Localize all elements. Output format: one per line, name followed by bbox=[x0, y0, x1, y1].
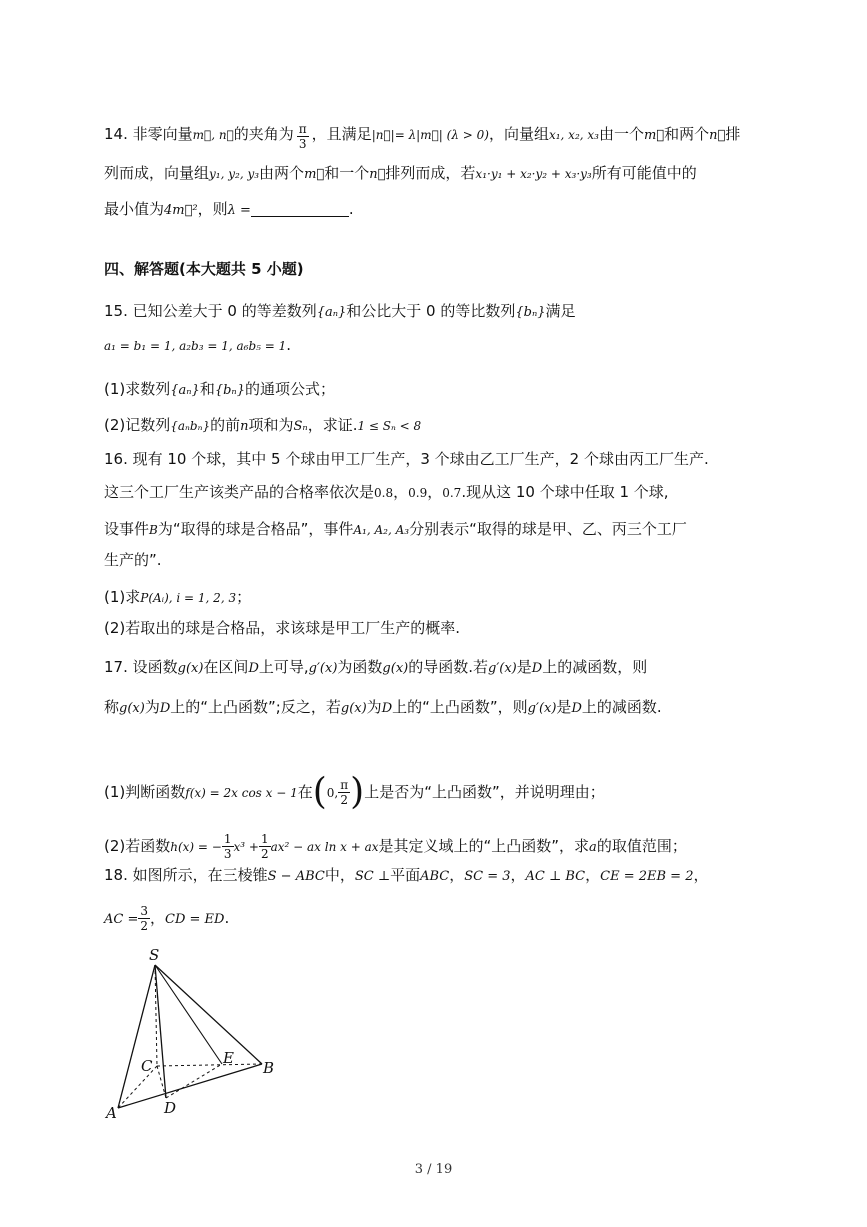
edge-de bbox=[166, 1064, 222, 1098]
q16-part-1 bbox=[104, 586, 251, 609]
section-heading: 四、解答题(本大题共 5 小题) bbox=[104, 260, 304, 278]
edge-se bbox=[155, 965, 222, 1064]
fraction-denominator: 3 bbox=[298, 137, 307, 151]
q15-text: 的通项公式； bbox=[244, 380, 335, 398]
pyramid-figure bbox=[100, 940, 290, 1130]
q15-sequence-a: {aₙ} bbox=[170, 383, 200, 398]
q18-line-1 bbox=[104, 864, 708, 888]
q18-text: ， bbox=[449, 866, 465, 884]
q15-text: ，求证. bbox=[307, 416, 358, 434]
q17-part-2 bbox=[104, 828, 687, 866]
fraction-numerator: π bbox=[298, 122, 307, 136]
q18-text: 中， bbox=[324, 866, 355, 884]
q18-condition: CE = 2EB = 2 bbox=[600, 869, 694, 884]
q14-text: ，则 bbox=[197, 200, 228, 218]
q14-line-3 bbox=[104, 198, 354, 222]
q17-text: 上可导, bbox=[258, 658, 309, 676]
q16-text: (1)求 bbox=[104, 588, 141, 606]
q18-text: ， bbox=[510, 866, 526, 884]
q16-probability-expr: P(Aᵢ), i = 1, 2, 3 bbox=[140, 591, 237, 605]
q17-part-1 bbox=[104, 770, 605, 815]
q17-text: 上是否为“上凸函数”，并说明理由； bbox=[364, 783, 605, 801]
q17-text: 称 bbox=[104, 698, 120, 716]
q18-text: ， bbox=[150, 909, 166, 927]
q16-text: 这三个工厂生产该类产品的合格率依次是 bbox=[104, 483, 375, 501]
q17-text: 上的减函数，则 bbox=[542, 658, 648, 676]
edge-cb bbox=[157, 1064, 262, 1066]
q16-rate-3: 0.7 bbox=[442, 486, 462, 500]
q14-dot-product-sum: x₁·y₁ + x₂·y₂ + x₃·y₃ bbox=[475, 167, 592, 181]
q17-text: 是其定义域上的“上凸函数”，求 bbox=[378, 837, 590, 855]
q14-pi-over-3 bbox=[297, 122, 309, 151]
q17-d: D bbox=[381, 701, 393, 716]
q14-condition: |n⃗|= λ|m⃗| (λ > 0) bbox=[371, 128, 489, 142]
q18-text: ， bbox=[585, 866, 601, 884]
label-a: A bbox=[106, 1104, 117, 1122]
q17-text: 的导函数.若 bbox=[408, 658, 488, 676]
q17-g: g(x) bbox=[340, 701, 367, 716]
q16-rate-1: 0.8 bbox=[374, 486, 394, 500]
q15-text: 和公比大于 0 的等比数列 bbox=[346, 302, 516, 320]
q15-n: n bbox=[240, 419, 249, 434]
q14-text: 所有可能值中的 bbox=[591, 164, 697, 182]
label-d: D bbox=[164, 1099, 177, 1117]
q14-min-value: 4m⃗² bbox=[164, 203, 198, 218]
q15-sequence-a: {aₙ} bbox=[316, 305, 347, 320]
q15-text: 15. 已知公差大于 0 的等差数列 bbox=[104, 302, 317, 320]
q17-g-prime: g′(x) bbox=[488, 661, 517, 676]
q15-text: . bbox=[286, 336, 292, 354]
q16-part-2: (2)若取出的球是合格品，求该球是甲工厂生产的概率. bbox=[104, 619, 461, 637]
q17-text: 在区间 bbox=[203, 658, 249, 676]
fraction-numerator: 1 bbox=[260, 832, 269, 846]
q17-text: 上的“上凸函数”，则 bbox=[392, 698, 528, 716]
q18-text: 18. 如图所示，在三棱锥 bbox=[104, 866, 268, 884]
q15-text: 和 bbox=[199, 380, 215, 398]
q17-g: g(x) bbox=[177, 661, 204, 676]
q17-g: g(x) bbox=[382, 661, 409, 676]
page-number: 3 / 19 bbox=[414, 1162, 453, 1177]
q17-interval-left: 0, bbox=[326, 786, 339, 800]
q17-function-h-part: ax² − ax ln x + ax bbox=[270, 840, 379, 854]
label-e: E bbox=[223, 1049, 234, 1067]
q16-line-1: 16. 现有 10 个球，其中 5 个球由甲工厂生产，3 个球由乙工厂生产，2 个球由丙工厂生产. bbox=[104, 450, 709, 468]
q17-text: 上的减函数. bbox=[581, 698, 662, 716]
q17-pi-over-2 bbox=[338, 778, 350, 807]
q17-text: 上的“上凸函数”;反之，若 bbox=[170, 698, 341, 716]
q17-text: 17. 设函数 bbox=[104, 658, 178, 676]
q17-one-third bbox=[222, 832, 234, 861]
q18-cd-ed: CD = ED bbox=[165, 912, 225, 927]
q17-text: 的取值范围； bbox=[596, 837, 687, 855]
q16-text: 设事件 bbox=[104, 520, 150, 538]
q15-sequence-b: {bₙ} bbox=[515, 305, 546, 320]
q16-text: ； bbox=[236, 588, 252, 606]
q18-condition: SC = 3 bbox=[464, 869, 511, 884]
q15-conditions: a₁ = b₁ = 1, a₂b₃ = 1, a₆b₅ = 1 bbox=[104, 339, 287, 353]
q15-text: 项和为 bbox=[248, 416, 294, 434]
q17-text: (1)判断函数 bbox=[104, 783, 186, 801]
q16-line-2 bbox=[104, 481, 669, 504]
q14-lambda: λ = bbox=[227, 203, 251, 218]
q17-line-1 bbox=[104, 656, 647, 680]
q15-text: 的前 bbox=[210, 416, 241, 434]
q14-text: 和两个 bbox=[664, 125, 710, 143]
edge-sa bbox=[118, 965, 155, 1108]
q14-line-2 bbox=[104, 162, 697, 186]
q17-d: D bbox=[531, 661, 543, 676]
fraction-numerator: 1 bbox=[223, 832, 232, 846]
label-s: S bbox=[149, 946, 160, 964]
q16-text: ， bbox=[393, 483, 409, 501]
fraction-denominator: 2 bbox=[140, 919, 149, 933]
q18-line-2 bbox=[104, 900, 229, 938]
q15-sequence-anbn: {aₙbₙ} bbox=[170, 419, 211, 433]
q18-pyramid: S − ABC bbox=[267, 869, 325, 884]
q15-text: (1)求数列 bbox=[104, 380, 171, 398]
q14-vector-n: n⃗ bbox=[369, 167, 386, 182]
q17-a: a bbox=[589, 840, 597, 855]
q14-text: 由两个 bbox=[259, 164, 305, 182]
q15-sequence-b: {bₙ} bbox=[214, 383, 245, 398]
q18-condition: SC ⊥ bbox=[354, 869, 391, 884]
q17-g-prime: g′(x) bbox=[308, 661, 338, 676]
q15-inequality: 1 ≤ Sₙ < 8 bbox=[357, 419, 422, 433]
q17-g: g(x) bbox=[119, 701, 145, 716]
q18-text: . bbox=[224, 909, 230, 927]
q17-text: 为函数 bbox=[337, 658, 383, 676]
q17-line-2 bbox=[104, 696, 662, 720]
q14-line-1 bbox=[104, 122, 740, 151]
q14-vector-group-y: y₁, y₂, y₃ bbox=[209, 167, 260, 181]
q14-vector-m: m⃗ bbox=[643, 128, 665, 143]
q17-d: D bbox=[159, 701, 171, 716]
q16-event-b: B bbox=[149, 523, 158, 537]
q16-rate-2: 0.9 bbox=[408, 486, 428, 500]
fraction-denominator: 3 bbox=[223, 847, 232, 861]
q16-line-3 bbox=[104, 518, 687, 541]
q17-d: D bbox=[571, 701, 582, 716]
q17-text: 是 bbox=[556, 698, 572, 716]
q17-text: 为 bbox=[366, 698, 382, 716]
q15-part-2 bbox=[104, 414, 421, 438]
q17-function-f: f(x) = 2x cos x − 1 bbox=[185, 786, 298, 800]
q17-text: 为 bbox=[144, 698, 160, 716]
fraction-denominator: 2 bbox=[340, 793, 349, 807]
q17-d: D bbox=[248, 661, 259, 676]
q14-vector-n: n⃗ bbox=[709, 128, 726, 143]
q15-line-2 bbox=[104, 334, 291, 357]
q18-text: ， bbox=[693, 866, 709, 884]
label-c: C bbox=[141, 1057, 153, 1075]
q14-vector-m: m⃗ bbox=[304, 167, 325, 182]
q15-sn: Sₙ bbox=[293, 419, 308, 434]
q17-function-h: h(x) = − bbox=[170, 840, 222, 854]
q15-text: 满足 bbox=[545, 302, 576, 320]
q16-text: 为“取得的球是合格品”，事件 bbox=[157, 520, 354, 538]
fraction-denominator: 2 bbox=[260, 847, 269, 861]
q16-events-a: A₁, A₂, A₃ bbox=[353, 523, 410, 537]
q17-function-h-part: x³ + bbox=[233, 840, 259, 854]
q16-text: .现从这 10 个球中任取 1 个球, bbox=[461, 483, 669, 501]
q18-ac: AC = bbox=[104, 912, 139, 927]
q15-text: (2)记数列 bbox=[104, 416, 171, 434]
fraction-numerator: 3 bbox=[140, 904, 149, 918]
q17-text: 在 bbox=[297, 783, 313, 801]
q14-text: 最小值为 bbox=[104, 200, 165, 218]
q14-text: 14. 非零向量 bbox=[104, 125, 193, 143]
q14-text: 排列而成，若 bbox=[385, 164, 476, 182]
q18-plane: ABC bbox=[420, 869, 450, 884]
q14-text: 排 bbox=[725, 125, 741, 143]
q14-text: 由一个 bbox=[598, 125, 644, 143]
q15-part-1 bbox=[104, 378, 335, 402]
q16-text: 分别表示“取得的球是甲、乙、丙三个工厂 bbox=[409, 520, 687, 538]
q18-text: 平面 bbox=[390, 866, 421, 884]
q18-condition: AC ⊥ BC bbox=[525, 869, 586, 884]
edge-ab bbox=[118, 1064, 262, 1108]
q17-one-half bbox=[259, 832, 271, 861]
answer-blank bbox=[251, 200, 349, 217]
q17-g-prime: g′(x) bbox=[527, 701, 557, 716]
label-b: B bbox=[263, 1059, 275, 1077]
q14-vectors-mn: m⃗, n⃗ bbox=[192, 128, 234, 142]
q14-text: 列而成，向量组 bbox=[104, 164, 210, 182]
q18-three-halves bbox=[138, 904, 150, 933]
q14-text: ，且满足 bbox=[311, 125, 372, 143]
q17-text: 是 bbox=[516, 658, 532, 676]
fraction-numerator: π bbox=[340, 778, 349, 792]
edge-sb bbox=[155, 965, 262, 1064]
q14-text: . bbox=[348, 200, 354, 218]
q16-text: ， bbox=[427, 483, 443, 501]
q14-text: 的夹角为 bbox=[233, 125, 294, 143]
q17-text: (2)若函数 bbox=[104, 837, 171, 855]
q14-text: 和一个 bbox=[324, 164, 370, 182]
q15-line-1 bbox=[104, 300, 576, 324]
q16-line-4: 生产的”. bbox=[104, 551, 162, 569]
q14-vector-group-x: x₁, x₂, x₃ bbox=[548, 128, 599, 142]
left-paren: ( bbox=[312, 771, 327, 813]
q14-text: ，向量组 bbox=[488, 125, 549, 143]
right-paren: ) bbox=[350, 771, 365, 813]
